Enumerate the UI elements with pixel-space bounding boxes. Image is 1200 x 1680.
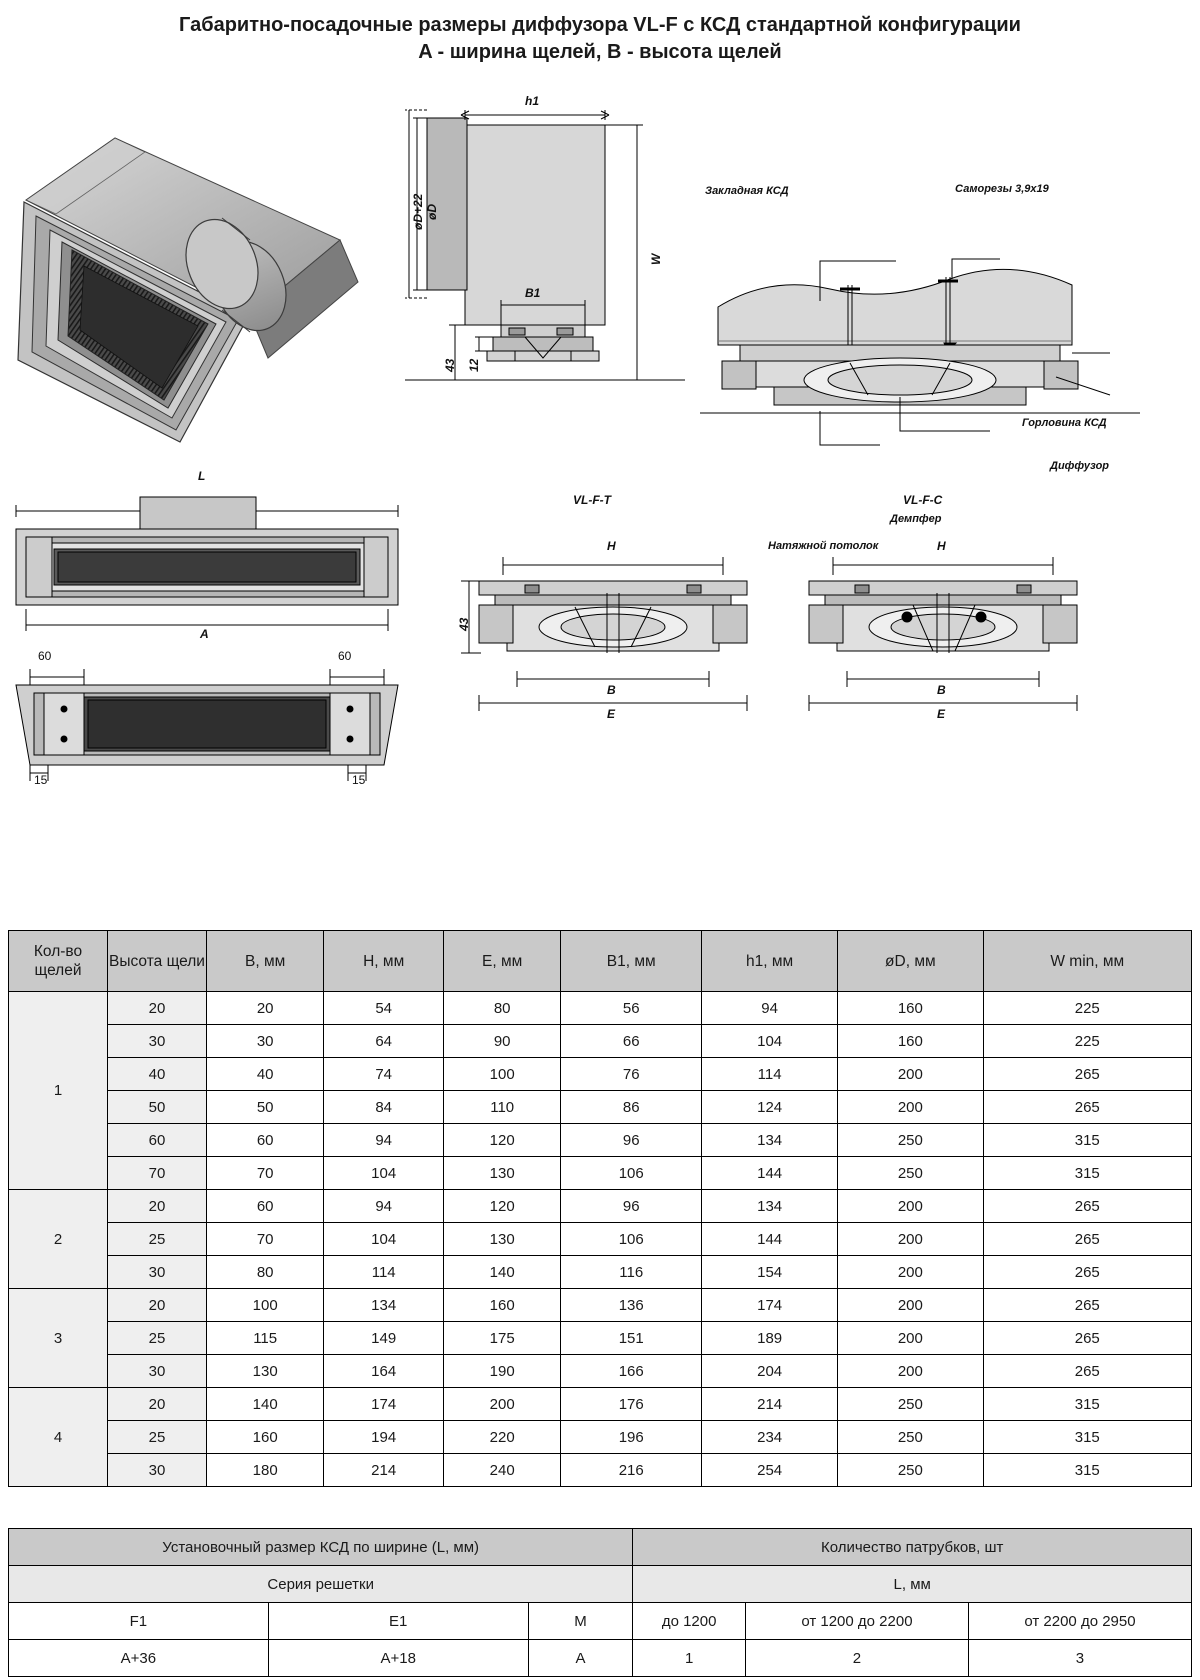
cell-slot-height: 30 (108, 1454, 207, 1487)
section-vl-f-t (455, 493, 775, 735)
cell-d: 160 (838, 992, 983, 1025)
table-row (9, 1289, 1192, 1322)
cell-slot-height: 25 (108, 1322, 207, 1355)
cell-b1: 106 (561, 1223, 702, 1256)
cell-slot-height: 25 (108, 1421, 207, 1454)
label-zakladnaya-ksd: Закладная КСД (705, 185, 789, 197)
cell-h: 94 (324, 1190, 444, 1223)
bottom-sub-right: L, мм (633, 1566, 1192, 1603)
cell-d: 200 (838, 1256, 983, 1289)
col-header-wmin: W min, мм (983, 931, 1191, 992)
cell-b1: 196 (561, 1421, 702, 1454)
dim-60-right-label: 60 (338, 649, 352, 663)
table-row (9, 1355, 1192, 1388)
cell-b: 20 (207, 992, 324, 1025)
dim-w-label: W (649, 253, 663, 265)
cell-d: 160 (838, 1025, 983, 1058)
cell-wmin: 315 (983, 1157, 1191, 1190)
cell-slot-height: 60 (108, 1124, 207, 1157)
col-header-d: øD, мм (838, 931, 983, 992)
dim-h-c-label: H (937, 539, 946, 553)
cell-wmin: 315 (983, 1124, 1191, 1157)
col-header-slot-height: Высота щели (108, 931, 207, 992)
cell-b1: 76 (561, 1058, 702, 1091)
cell-d: 200 (838, 1091, 983, 1124)
cell-wmin: 225 (983, 992, 1191, 1025)
cell-slot-height: 30 (108, 1355, 207, 1388)
cell-b: 130 (207, 1355, 324, 1388)
dim-43-label: 43 (443, 358, 457, 372)
cell-h1: 104 (702, 1025, 838, 1058)
caption-vl-f-c: VL-F-C (903, 493, 943, 507)
col-header-b1: B1, мм (561, 931, 702, 992)
cell-d: 250 (838, 1157, 983, 1190)
cell-h: 174 (324, 1388, 444, 1421)
cell-h1: 114 (702, 1058, 838, 1091)
cell-wmin: 265 (983, 1058, 1191, 1091)
cell-slot-count: 4 (9, 1388, 108, 1487)
installation-table (8, 1528, 1192, 1677)
label-gorlovina-ksd: Горловина КСД (1022, 417, 1107, 429)
cell-d: 200 (838, 1355, 983, 1388)
cell-b1: 136 (561, 1289, 702, 1322)
cell-b1: 86 (561, 1091, 702, 1124)
title-line-2: A - ширина щелей, B - высота щелей (418, 41, 782, 63)
series-value-e1: A+18 (268, 1640, 528, 1677)
cell-b1: 116 (561, 1256, 702, 1289)
dim-phi-d22-label: øD+22 (411, 193, 425, 230)
table-row (9, 1091, 1192, 1124)
cell-b1: 166 (561, 1355, 702, 1388)
cell-wmin: 265 (983, 1091, 1191, 1124)
cell-h: 104 (324, 1223, 444, 1256)
table-row (9, 1223, 1192, 1256)
cell-e: 240 (444, 1454, 561, 1487)
cell-wmin: 265 (983, 1322, 1191, 1355)
cell-slot-height: 20 (108, 1190, 207, 1223)
cell-e: 160 (444, 1289, 561, 1322)
range-value-1: 1 (633, 1640, 746, 1677)
table-row (9, 1124, 1192, 1157)
cell-h: 84 (324, 1091, 444, 1124)
dim-12-label: 12 (467, 358, 481, 372)
cell-b: 160 (207, 1421, 324, 1454)
cell-b: 60 (207, 1190, 324, 1223)
cell-b1: 96 (561, 1190, 702, 1223)
cell-b: 40 (207, 1058, 324, 1091)
cell-h1: 154 (702, 1256, 838, 1289)
cell-b: 30 (207, 1025, 324, 1058)
cell-h1: 144 (702, 1223, 838, 1256)
cell-h1: 189 (702, 1322, 838, 1355)
cell-wmin: 265 (983, 1190, 1191, 1223)
cell-slot-height: 20 (108, 992, 207, 1025)
label-diffuzor: Диффузор (1050, 460, 1110, 472)
cell-h: 164 (324, 1355, 444, 1388)
cell-e: 80 (444, 992, 561, 1025)
dim-h1-label: h1 (525, 94, 540, 108)
col-header-h: H, мм (324, 931, 444, 992)
cell-b: 180 (207, 1454, 324, 1487)
cell-e: 200 (444, 1388, 561, 1421)
page-title (0, 12, 1200, 66)
cell-b1: 66 (561, 1025, 702, 1058)
cell-h1: 134 (702, 1190, 838, 1223)
cell-slot-count: 1 (9, 992, 108, 1190)
cell-h1: 124 (702, 1091, 838, 1124)
cell-h: 74 (324, 1058, 444, 1091)
bottom-labels-row (9, 1603, 1192, 1640)
dim-e-c-label: E (937, 707, 946, 721)
range-2: от 1200 до 2200 (745, 1603, 968, 1640)
dim-60-left-label: 60 (38, 649, 52, 663)
cell-b1: 151 (561, 1322, 702, 1355)
cell-h: 94 (324, 1124, 444, 1157)
cell-h: 114 (324, 1256, 444, 1289)
cell-wmin: 265 (983, 1355, 1191, 1388)
table-row (9, 1388, 1192, 1421)
cell-e: 100 (444, 1058, 561, 1091)
cell-b: 115 (207, 1322, 324, 1355)
cell-wmin: 265 (983, 1223, 1191, 1256)
table-row (9, 1025, 1192, 1058)
cell-b1: 216 (561, 1454, 702, 1487)
cell-slot-height: 40 (108, 1058, 207, 1091)
dim-a-label: A (200, 627, 209, 641)
dim-l-label: L (198, 469, 206, 483)
caption-vl-f-t: VL-F-T (573, 493, 611, 507)
cell-h1: 254 (702, 1454, 838, 1487)
bottom-sub-row (9, 1566, 1192, 1603)
range-1: до 1200 (633, 1603, 746, 1640)
table-row (9, 1256, 1192, 1289)
cell-e: 120 (444, 1190, 561, 1223)
dim-b-t-label: B (607, 683, 616, 697)
table-row (9, 1190, 1192, 1223)
cell-h1: 134 (702, 1124, 838, 1157)
dim-e-t-label: E (607, 707, 616, 721)
cell-b1: 96 (561, 1124, 702, 1157)
cell-d: 200 (838, 1322, 983, 1355)
cell-b: 80 (207, 1256, 324, 1289)
cell-b: 60 (207, 1124, 324, 1157)
label-samorezy: Саморезы 3,9х19 (955, 183, 1049, 195)
cell-h: 149 (324, 1322, 444, 1355)
table-row (9, 1157, 1192, 1190)
top-view-with-spigot (8, 469, 408, 665)
cell-slot-height: 30 (108, 1256, 207, 1289)
cell-d: 200 (838, 1223, 983, 1256)
dim-43-t-label: 43 (457, 617, 471, 631)
cell-slot-height: 50 (108, 1091, 207, 1124)
range-value-3: 3 (968, 1640, 1191, 1677)
cell-b: 70 (207, 1157, 324, 1190)
cell-b1: 106 (561, 1157, 702, 1190)
col-header-h1: h1, мм (702, 931, 838, 992)
side-section-view (405, 90, 695, 460)
series-m: M (528, 1603, 633, 1640)
cell-b: 50 (207, 1091, 324, 1124)
cell-e: 140 (444, 1256, 561, 1289)
dim-b-c-label: B (937, 683, 946, 697)
cell-slot-height: 30 (108, 1025, 207, 1058)
range-value-2: 2 (745, 1640, 968, 1677)
cell-h: 214 (324, 1454, 444, 1487)
cell-slot-height: 20 (108, 1388, 207, 1421)
cell-slot-height: 70 (108, 1157, 207, 1190)
title-line-1: Габаритно-посадочные размеры диффузора VL-F с КСД стандартной конфигурации (179, 14, 1021, 36)
cell-h: 194 (324, 1421, 444, 1454)
drawings-area (0, 80, 1200, 840)
cell-h1: 234 (702, 1421, 838, 1454)
table-row (9, 1322, 1192, 1355)
bottom-header-right: Количество патрубков, шт (633, 1529, 1192, 1566)
cell-h1: 214 (702, 1388, 838, 1421)
cell-b: 140 (207, 1388, 324, 1421)
cell-wmin: 315 (983, 1454, 1191, 1487)
series-value-f1: A+36 (9, 1640, 269, 1677)
cell-h1: 174 (702, 1289, 838, 1322)
cell-e: 110 (444, 1091, 561, 1124)
table-body (9, 992, 1192, 1487)
bottom-header-left: Установочный размер КСД по ширине (L, мм) (9, 1529, 633, 1566)
bottom-header-row (9, 1529, 1192, 1566)
series-value-m: A (528, 1640, 633, 1677)
bottom-sub-left: Серия решетки (9, 1566, 633, 1603)
dim-15-left-label: 15 (34, 773, 48, 787)
table-row (9, 1454, 1192, 1487)
cell-d: 200 (838, 1190, 983, 1223)
cell-h: 104 (324, 1157, 444, 1190)
dim-15-right-label: 15 (352, 773, 366, 787)
cell-b: 70 (207, 1223, 324, 1256)
isometric-diffuser-view (10, 90, 410, 460)
col-header-e: E, мм (444, 931, 561, 992)
series-f1: F1 (9, 1603, 269, 1640)
dim-phi-d-label: øD (425, 204, 439, 220)
bottom-view-mounting (8, 649, 408, 795)
cell-e: 175 (444, 1322, 561, 1355)
cell-d: 200 (838, 1058, 983, 1091)
series-e1: E1 (268, 1603, 528, 1640)
cell-e: 190 (444, 1355, 561, 1388)
table-row (9, 992, 1192, 1025)
col-header-slots: Кол-во щелей (9, 931, 108, 992)
dimensions-table (8, 930, 1192, 1487)
cell-d: 250 (838, 1421, 983, 1454)
cell-e: 120 (444, 1124, 561, 1157)
range-3: от 2200 до 2950 (968, 1603, 1191, 1640)
cell-b1: 176 (561, 1388, 702, 1421)
cell-wmin: 315 (983, 1421, 1191, 1454)
cell-wmin: 315 (983, 1388, 1191, 1421)
cell-b1: 56 (561, 992, 702, 1025)
table-row (9, 1058, 1192, 1091)
label-natyazhnoy-potolok: Натяжной потолок (768, 540, 879, 552)
label-demfer: Демпфер (890, 513, 942, 525)
dim-h-t-label: H (607, 539, 616, 553)
cell-wmin: 265 (983, 1289, 1191, 1322)
cell-slot-count: 2 (9, 1190, 108, 1289)
cell-wmin: 265 (983, 1256, 1191, 1289)
cell-e: 220 (444, 1421, 561, 1454)
cell-b: 100 (207, 1289, 324, 1322)
cell-h1: 204 (702, 1355, 838, 1388)
cell-d: 250 (838, 1454, 983, 1487)
dim-b1-label: B1 (525, 286, 541, 300)
col-header-b: B, мм (207, 931, 324, 992)
table-header-row (9, 931, 1192, 992)
cell-d: 250 (838, 1388, 983, 1421)
cell-h1: 94 (702, 992, 838, 1025)
cell-e: 90 (444, 1025, 561, 1058)
cell-h: 64 (324, 1025, 444, 1058)
cell-h1: 144 (702, 1157, 838, 1190)
cell-d: 200 (838, 1289, 983, 1322)
cell-h: 54 (324, 992, 444, 1025)
cell-d: 250 (838, 1124, 983, 1157)
cell-slot-count: 3 (9, 1289, 108, 1388)
cell-e: 130 (444, 1223, 561, 1256)
bottom-values-row (9, 1640, 1192, 1677)
cell-slot-height: 20 (108, 1289, 207, 1322)
cell-wmin: 225 (983, 1025, 1191, 1058)
cell-slot-height: 25 (108, 1223, 207, 1256)
cell-e: 130 (444, 1157, 561, 1190)
table-row (9, 1421, 1192, 1454)
cell-h: 134 (324, 1289, 444, 1322)
